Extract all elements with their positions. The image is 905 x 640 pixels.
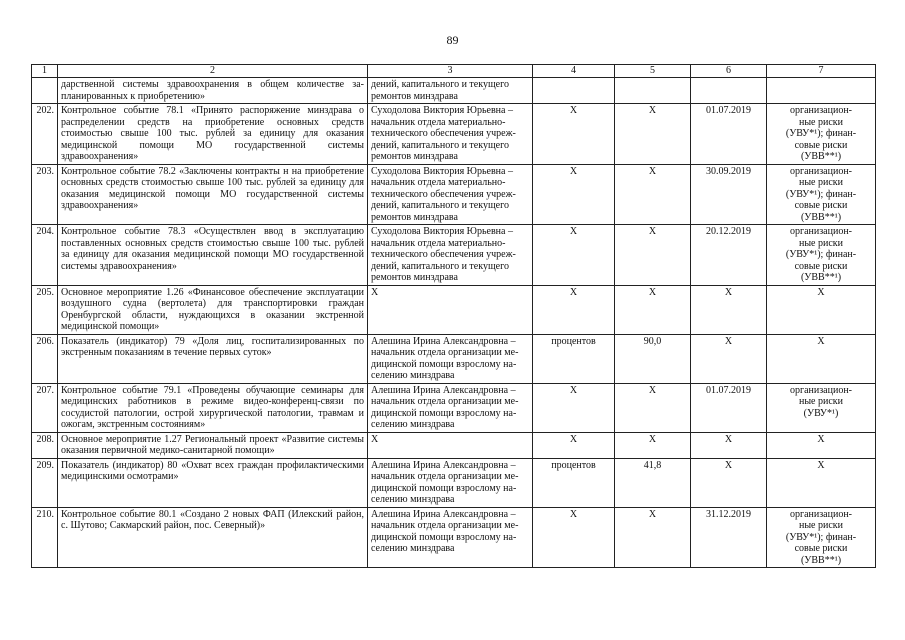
table-row (32, 164, 876, 225)
responsible-person: Х (368, 432, 533, 458)
unit-of-measure: Х (533, 225, 615, 286)
row-number: 210. (32, 507, 58, 568)
risk-description: Х (767, 432, 876, 458)
plan-table (31, 64, 876, 568)
row-number: 208. (32, 432, 58, 458)
deadline-date: 30.09.2019 (691, 164, 767, 225)
risk-description (767, 78, 876, 104)
row-number: 205. (32, 285, 58, 334)
table-row (32, 225, 876, 286)
responsible-person: Суходолова Виктория Юрьевна – начальник отдела материально- технического обеспечения учреж- дений, капитального и текущего ремонтов минздрава (368, 104, 533, 165)
column-number: 4 (533, 65, 615, 78)
table-body (32, 78, 876, 568)
deadline-date: Х (691, 334, 767, 383)
deadline-date: Х (691, 458, 767, 507)
row-number: 207. (32, 383, 58, 432)
table-row (32, 78, 876, 104)
row-number: 203. (32, 164, 58, 225)
responsible-person: Суходолова Виктория Юрьевна – начальник отдела материально- технического обеспечения учреж- дений, капитального и текущего ремонтов минздрава (368, 225, 533, 286)
event-description: Основное мероприятие 1.27 Региональный проект «Развитие системы оказания первичной медико-санитарной помощи» (58, 432, 368, 458)
unit-of-measure: Х (533, 383, 615, 432)
row-number (32, 78, 58, 104)
deadline-date: Х (691, 432, 767, 458)
table-row (32, 334, 876, 383)
event-description: Контрольное событие 78.1 «Принято распоряжение минздрава о распределении средств на приобретение основных средств стоимостью свыше 100 тыс. рублей за единицу для оказания медицинской помощи МО государственной системы здравоохранения» (58, 104, 368, 165)
indicator-value: Х (615, 225, 691, 286)
table-row (32, 432, 876, 458)
responsible-person: Суходолова Виктория Юрьевна – начальник отдела материально- технического обеспечения учреж- дений, капитального и текущего ремонтов минздрава (368, 164, 533, 225)
event-description: Основное мероприятие 1.26 «Финансовое обеспечение эксплуатации воздушного судна (вертолета) для транспортировки граждан Оренбургской области, нуждающихся в оказании экстренной медицинской помощи» (58, 285, 368, 334)
risk-description: организацион- ные риски (УВУ*¹) (767, 383, 876, 432)
risk-description: Х (767, 285, 876, 334)
table-row (32, 458, 876, 507)
page-number: 89 (446, 33, 459, 47)
table-row (32, 285, 876, 334)
column-number: 7 (767, 65, 876, 78)
unit-of-measure: процентов (533, 334, 615, 383)
indicator-value: Х (615, 432, 691, 458)
event-description: дарственной системы здравоохранения в общем количестве за- планированных к приобретению» (58, 78, 368, 104)
deadline-date: 20.12.2019 (691, 225, 767, 286)
indicator-value: Х (615, 285, 691, 334)
unit-of-measure: Х (533, 432, 615, 458)
row-number: 204. (32, 225, 58, 286)
deadline-date (691, 78, 767, 104)
indicator-value (615, 78, 691, 104)
risk-description: организацион- ные риски (УВУ*¹); финан- совые риски (УВВ**¹) (767, 104, 876, 165)
deadline-date: 31.12.2019 (691, 507, 767, 568)
column-number: 3 (368, 65, 533, 78)
unit-of-measure: Х (533, 104, 615, 165)
responsible-person: Алешина Ирина Александровна – начальник отдела организации ме- дицинской помощи взрослому на- селению минздрава (368, 334, 533, 383)
row-number: 202. (32, 104, 58, 165)
indicator-value: 90,0 (615, 334, 691, 383)
indicator-value: Х (615, 164, 691, 225)
column-number: 2 (58, 65, 368, 78)
risk-description: Х (767, 334, 876, 383)
row-number: 206. (32, 334, 58, 383)
unit-of-measure: Х (533, 285, 615, 334)
table-row (32, 507, 876, 568)
table-row (32, 104, 876, 165)
column-number-row (32, 65, 876, 78)
responsible-person: Алешина Ирина Александровна – начальник отдела организации ме- дицинской помощи взрослому на- селению минздрава (368, 458, 533, 507)
indicator-value: Х (615, 507, 691, 568)
risk-description: организацион- ные риски (УВУ*¹); финан- совые риски (УВВ**¹) (767, 164, 876, 225)
responsible-person: Алешина Ирина Александровна – начальник отдела организации ме- дицинской помощи взрослому на- селению минздрава (368, 507, 533, 568)
risk-description: Х (767, 458, 876, 507)
table-row (32, 383, 876, 432)
column-number: 1 (32, 65, 58, 78)
event-description: Контрольное событие 78.3 «Осуществлен ввод в эксплуатацию поставленных основных средств стоимостью свыше 100 тыс. рублей за единицу для оказания медицинской помощи МО государственной системы здравоохранения» (58, 225, 368, 286)
event-description: Контрольное событие 79.1 «Проведены обучающие семинары для медицинских работников в режиме видео-конференц-связи по сосудистой патологии, острой хирургической патологии, травмам и ожогам, экстренным состояниям» (58, 383, 368, 432)
deadline-date: Х (691, 285, 767, 334)
responsible-person: Х (368, 285, 533, 334)
risk-description: организацион- ные риски (УВУ*¹); финан- совые риски (УВВ**¹) (767, 507, 876, 568)
deadline-date: 01.07.2019 (691, 104, 767, 165)
indicator-value: Х (615, 383, 691, 432)
event-description: Показатель (индикатор) 79 «Доля лиц, госпитализированных по экстренным показаниям в течение первых суток» (58, 334, 368, 383)
indicator-value: Х (615, 104, 691, 165)
unit-of-measure (533, 78, 615, 104)
deadline-date: 01.07.2019 (691, 383, 767, 432)
event-description: Показатель (индикатор) 80 «Охват всех граждан профилактическими медицинскими осмотрами» (58, 458, 368, 507)
unit-of-measure: Х (533, 507, 615, 568)
column-number: 5 (615, 65, 691, 78)
indicator-value: 41,8 (615, 458, 691, 507)
row-number: 209. (32, 458, 58, 507)
responsible-person: Алешина Ирина Александровна – начальник отдела организации ме- дицинской помощи взрослому на- селению минздрава (368, 383, 533, 432)
column-number: 6 (691, 65, 767, 78)
responsible-person: дений, капитального и текущего ремонтов минздрава (368, 78, 533, 104)
risk-description: организацион- ные риски (УВУ*¹); финан- совые риски (УВВ**¹) (767, 225, 876, 286)
event-description: Контрольное событие 80.1 «Создано 2 новых ФАП (Илекский район, с. Шутово; Сакмарский район, пос. Северный)» (58, 507, 368, 568)
unit-of-measure: Х (533, 164, 615, 225)
event-description: Контрольное событие 78.2 «Заключены контракты н на приобретение основных средств стоимостью свыше 100 тыс. рублей за единицу для оказания медицинской помощи МО государственной системы здравоохранения» (58, 164, 368, 225)
unit-of-measure: процентов (533, 458, 615, 507)
